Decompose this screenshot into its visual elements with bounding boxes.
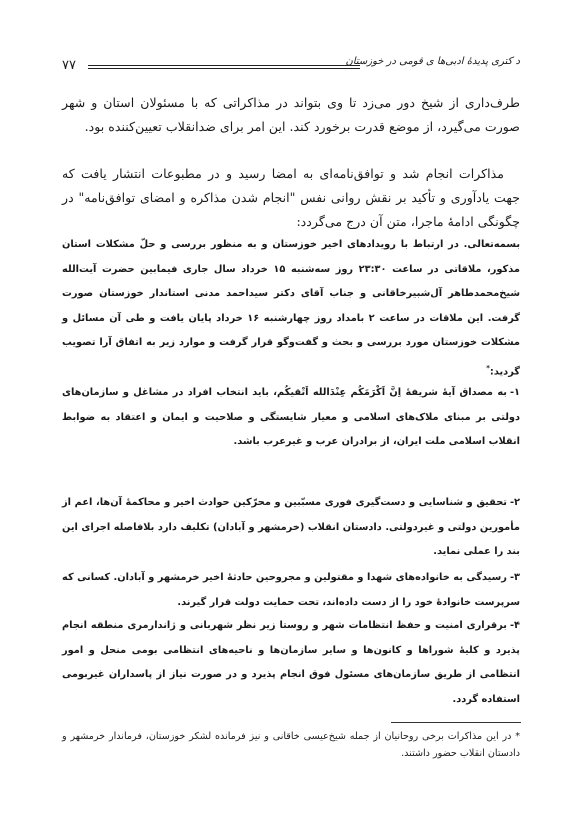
paragraph-1: طرف‌داری از شیخ دور می‌زد تا وی بتواند در مذاکراتی که با مسئولان استان و شهر صورت می‌گیرد، از موضع قدرت برخورد کند. این امر برای ضدانقلاب تعیین‌کننده بود. [62,95,520,134]
agreement-intro-text: بسمه‌تعالی. در ارتباط با رویدادهای اخیر خوزستان و به منظور بررسی و حلّ مشکلات استان مذکور، ملاقاتی در ساعت ۲۳:۳۰ روز سه‌شنبه ۱۵ خرداد سال جاری فیمابین حضرت آیت‌الله شیخ‌محمدطاهر آل‌شبیرخاقانی و جناب آقای دکتر سیداحمد مدنی استاندار خوزستان صورت گرفت. این ملاقات در ساعت ۲ بامداد روز چهارشنبه ۱۶ خرداد پایان یافت و طی آن مسائل و مشکلات خوزستان مورد بررسی و بحث و گفت‌وگو قرار گرفت و موارد زیر به اتفاق آرا تصویب گردید: [62,239,520,377]
item-number: ۱- [509,387,520,398]
paragraph-2: مذاکرات انجام شد و توافق‌نامه‌ای به امضا رسید و در مطبوعات انتشار یافت که جهت یادآوری و تأکید بر نقش روانی نفس "انجام شدن مذاکره و امضای توافق‌نامه" در چگونگی ادامۀ ماجرا، متن آن درج می‌گردد: [62,166,520,229]
agreement-intro [62,233,520,384]
item-number: ۴- [509,620,520,631]
item-text: برقراری امنیت و حفظ انتظامات شهر و روستا زیر نظر شهربانی و ژاندارمری منطقه انجام پذیرد و کلیۀ شوراها و کانون‌ها و سایر سازمان‌ها و ناحیه‌های انتظامی بومی منحل و امور انتظامی از طریق سازمان‌های مسئول فوق انجام پذیرد و در صورت نیاز از پاسداران غیربومی استفاده گردد. [62,620,520,705]
running-title: د کتری‌ پدیدۀ ‌ادبی‌ها ‌ی قومی ‌در ‌خوزستان [345,56,520,67]
footnote-rule [391,722,521,723]
item-text: رسیدگی به خانواده‌های شهدا و مقتولین و مجروحین حادثۀ اخیر خرمشهر و آبادان. کسانی که سرپرست خانوادۀ خود را از دست داده‌اند، تحت حمایت دولت قرار گیرند. [62,572,520,608]
agreement-item-2 [62,491,520,565]
page-header [62,56,520,80]
footnote-marker: * [486,363,490,372]
item-number: ۳- [509,572,520,583]
item-number: ۲- [509,497,520,508]
agreement-item-4 [62,614,520,712]
item-text: تحقیق و شناسایی و دست‌گیری فوری مسبّبین و محرّکین حوادث اخیر و محاکمۀ آن‌ها، اعم از مأمورین دولتی و غیردولتی. دادستان انقلاب (خرمشهر و آبادان) تکلیف دارد بلافاصله اجرای این بند را عملی نماید. [62,497,520,557]
item-text: به مصداق آیۀ شریفۀ اِنَّ اَکْرَمَکُم عِنْدَالله اَتْقیکُم، باید انتخاب افراد در مشاغل و سازمان‌های دولتی بر مبنای ملاک‌های اسلامی و معیار شایستگی و صلاحیت و ایمان و اعتقاد به ضوابط انقلاب اسلامی ملت ایران، از برادران عرب و غیرعرب باشد. [62,387,520,447]
header-rule [88,65,360,69]
footnote: * در این مذاکرات برخی روحانیان از جمله شیخ‌عیسی خاقانی و نیز فرمانده لشکر خوزستان، فرماندار خرمشهر و دادستان انقلاب حضور داشتند. [62,731,520,759]
agreement-item-3 [62,566,520,615]
page-number: ۷۷ [62,58,76,73]
agreement-item-1 [62,381,520,455]
